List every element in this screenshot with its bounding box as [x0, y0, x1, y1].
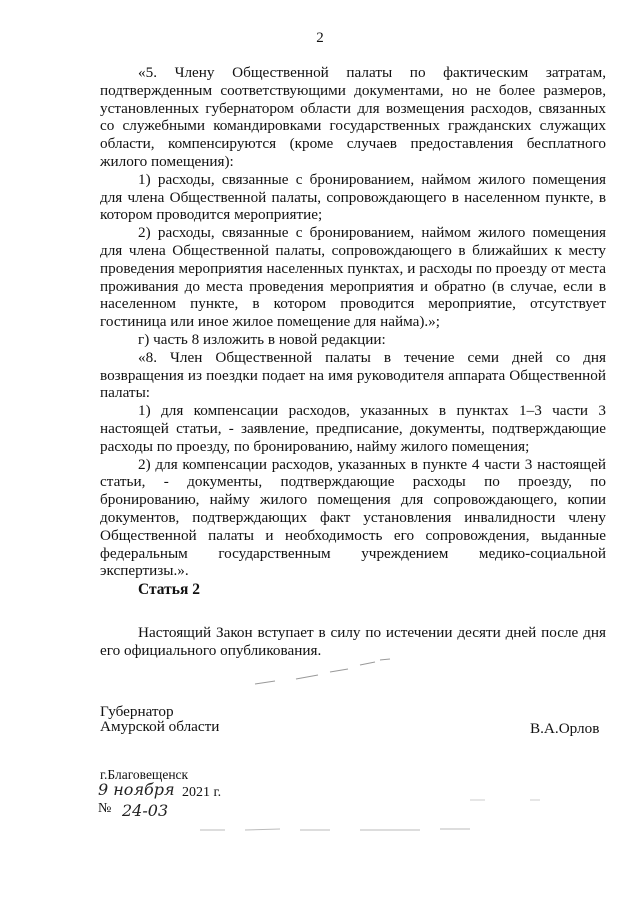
page-number: 2 [316, 30, 324, 46]
paragraph-amendment-g: г) часть 8 изложить в новой редакции: [138, 330, 386, 348]
handwritten-date: 9 ноября [98, 780, 175, 799]
paragraph-item-2: 2) расходы, связанные с бронированием, наймом жилого помещения для члена Общественной палаты, сопровождающего в ближайших к месту проведения мероприятия населенных пунктах, и расходы по проезду от места проживания до места проведения мероприятия и обратно (в случае, если в населенном пункте, в котором проводится мероприятие, отсутствует гостиница или иное жилое помещение для найма).»; [100, 224, 606, 331]
paragraph-item-1: 1) расходы, связанные с бронированием, наймом жилого помещения для члена Общественной палаты, сопровождающего в населенном пункте, в котором проводится мероприятие; [100, 170, 606, 224]
paragraph-part8-item-1: 1) для компенсации расходов, указанных в пунктах 1–3 части 3 настоящей статьи, - заявление, предписание, документы, подтверждающие расходы по проезду, по бронированию, найму жилого помещения; [100, 402, 606, 455]
article-heading: Статья 2 [138, 581, 200, 598]
signatory-name: В.А.Орлов [530, 720, 600, 737]
city-line: г.Благовещенск [100, 767, 189, 782]
signatory-title-line1: Губернатор [100, 703, 174, 720]
paragraph-part8-item-2: 2) для компенсации расходов, указанных в пункте 4 части 3 настоящей статьи, - документы, подтверждающие расходы по проезду, по бронированию, найму жилого помещения для сопровождающего, копии документов, подтверждающих факт установления инвалидности члену Общественной палаты и необходимость его сопровождения, выданные федеральным государственным учреждением медико-социальной экспертизы.». [100, 455, 606, 580]
signatory-title-line2: Амурской области [100, 718, 220, 735]
handwritten-number: 24-03 [122, 801, 169, 820]
paragraph-part8-intro: «8. Член Общественной палаты в течение семи дней со дня возвращения из поездки подает на имя руководителя аппарата Общественной палаты: [100, 348, 606, 402]
number-sign: № [98, 801, 112, 816]
final-paragraph: Настоящий Закон вступает в силу по истечении десяти дней после дня его официального опубликования. [100, 624, 606, 659]
paragraph-part5-intro: «5. Члену Общественной палаты по фактическим затратам, подтвержденным соответствующими документами, но не более размеров, установленных губернатором области для возмещения расходов, связанных со служебными командировками государственных гражданских служащих области, компенсируются (кроме случаев предоставления бесплатного жилого помещения): [100, 64, 606, 170]
year-label: 2021 г. [182, 785, 222, 800]
